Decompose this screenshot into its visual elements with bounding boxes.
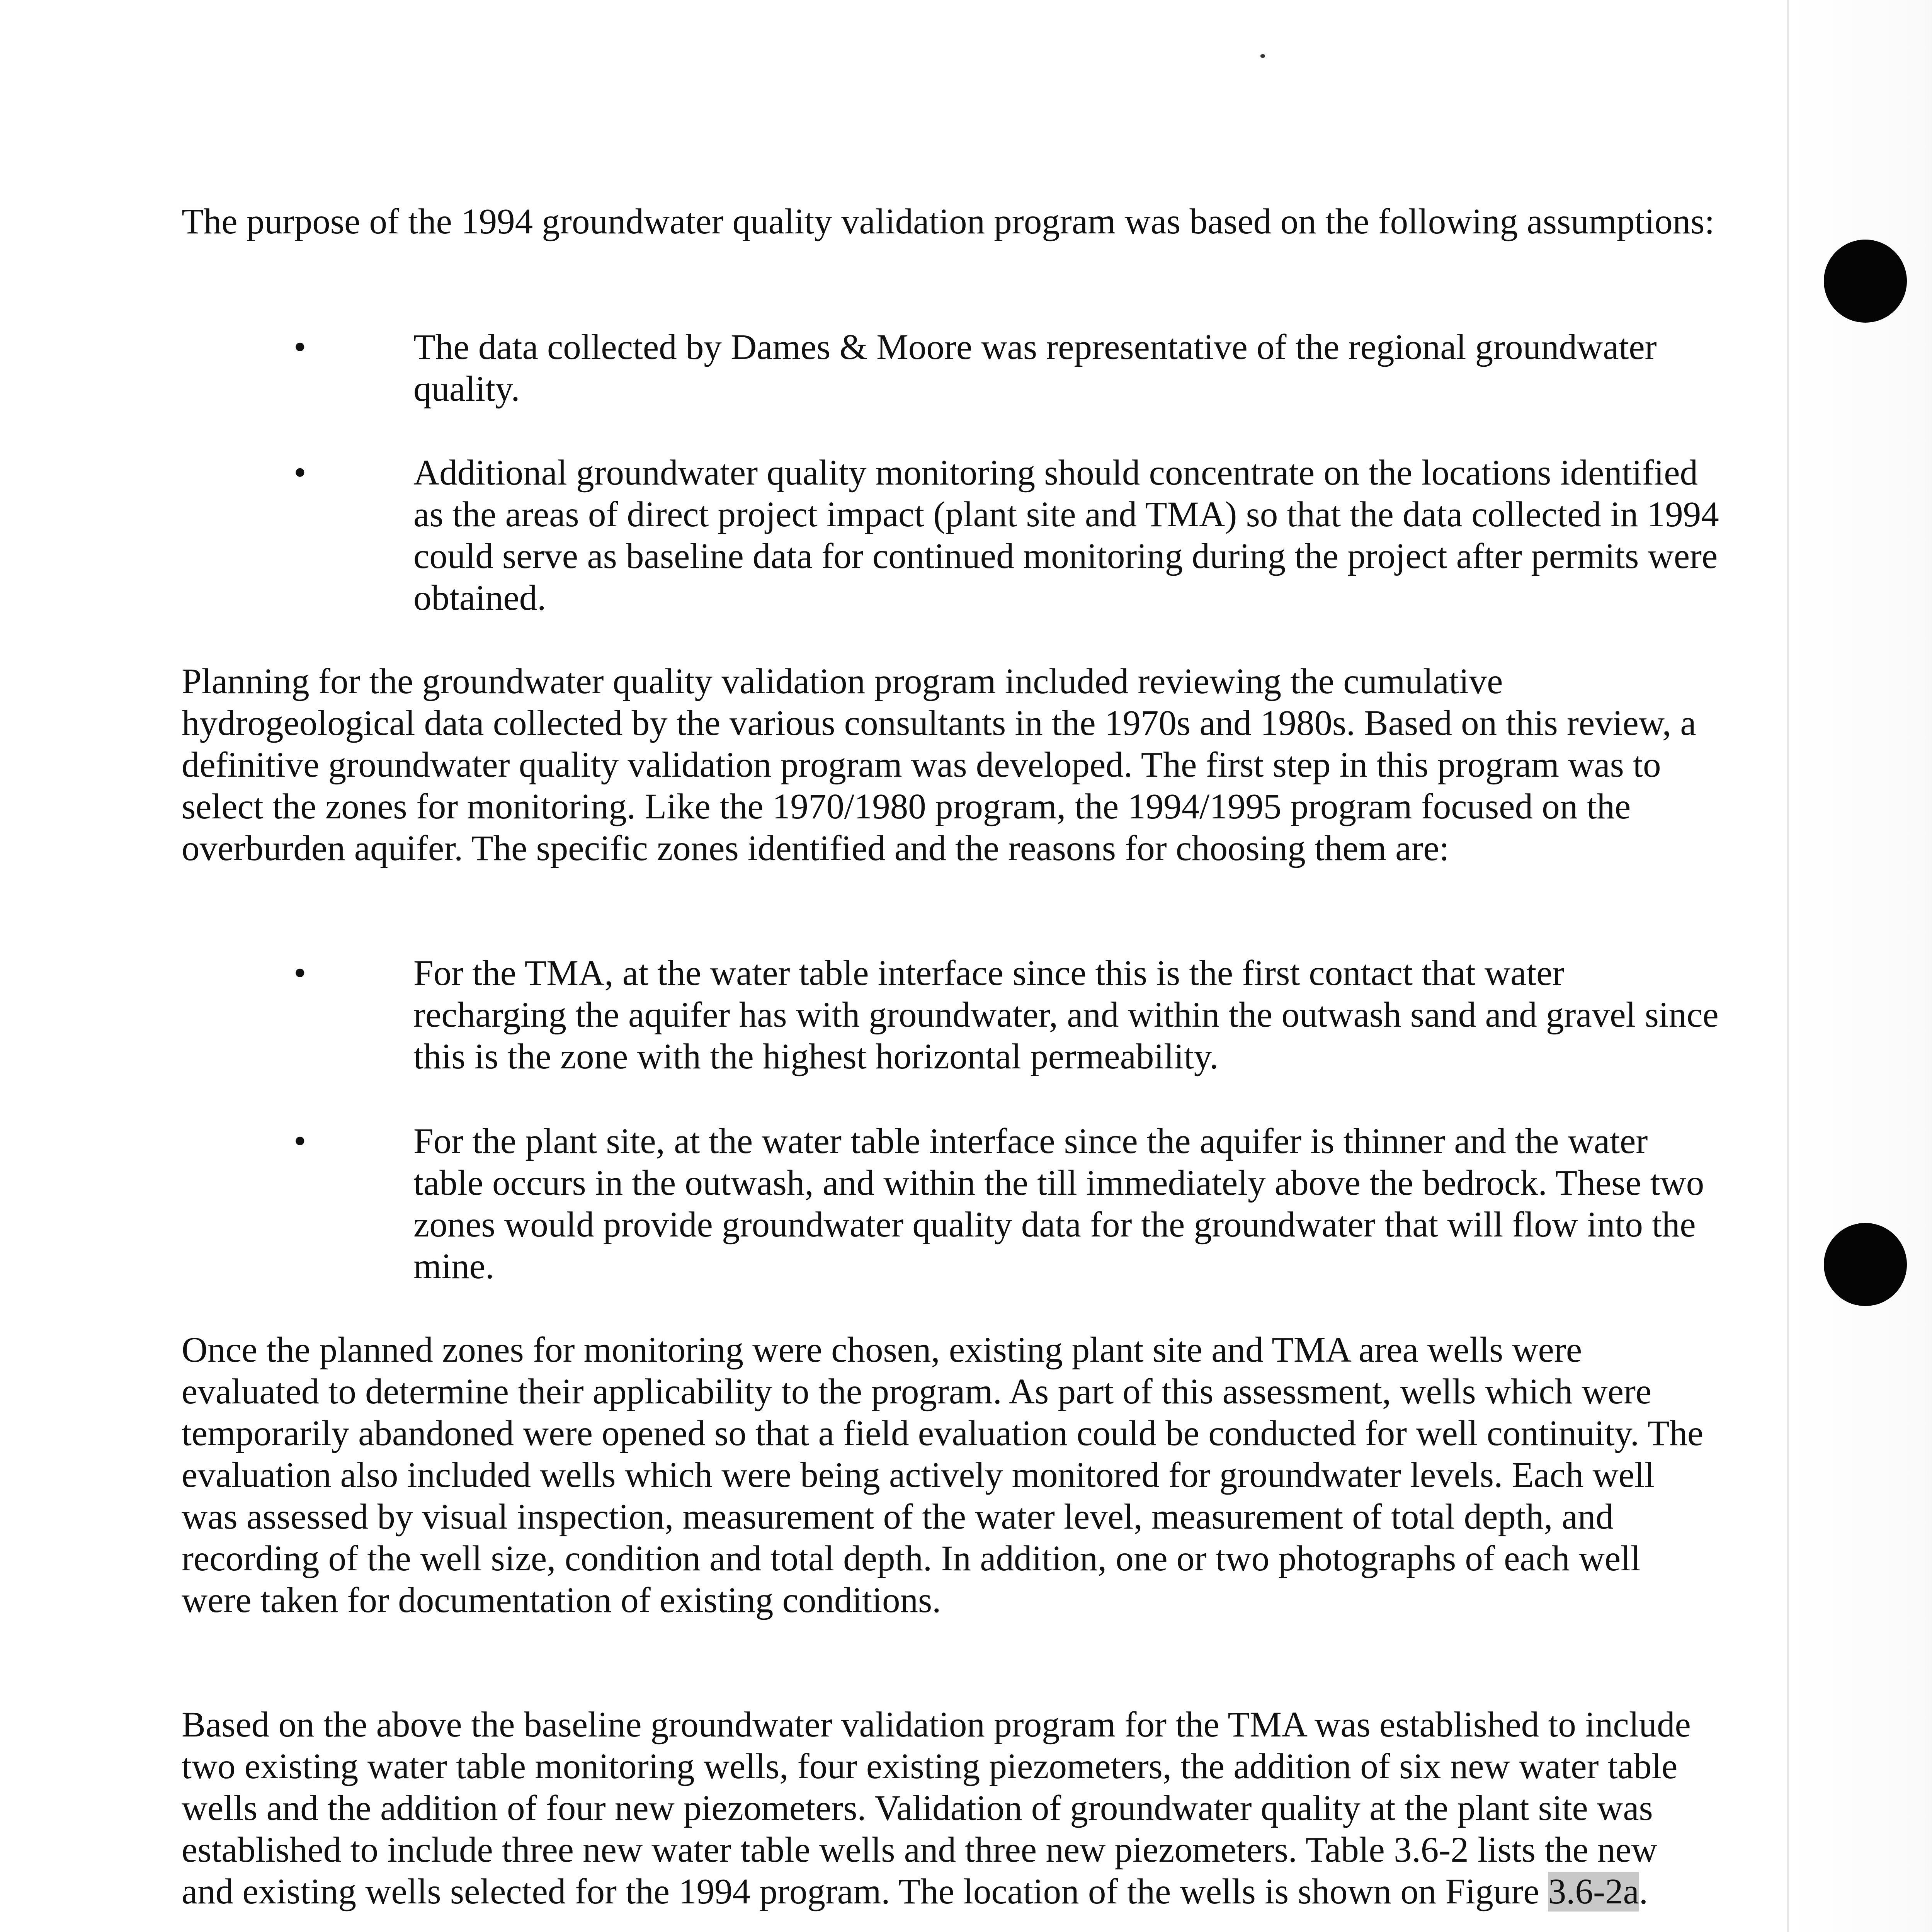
figure-reference: 3.6-2a [1548, 1872, 1639, 1912]
paragraph-planning: Planning for the groundwater quality validation program included reviewing the cumulative hydrogeological data collected by the various consultants in the 1970s and 1980s. Based on this review, a definitive groundwater quality validation program was developed. The first step in this program was to select the zones for monitoring. Like the 1970/1980 program, the 1994/1995 program focused on the overburden aquifer. The specific zones identified and the reasons for choosing them are: [182, 662, 1696, 868]
bullet-text: For the TMA, at the water table interface since this is the first contact that water recharging the aquifer has with groundwater, and within the outwash sand and gravel since this is the zone with the highest horizontal permeability. [413, 953, 1719, 1077]
baseline-program-end: . [1639, 1872, 1648, 1912]
scan-speck [1260, 54, 1265, 58]
bullet-symbol: • [294, 453, 306, 493]
bullet-symbol: • [294, 1121, 306, 1161]
bullet-text: For the plant site, at the water table interface since the aquifer is thinner and the water table occurs in the outwash, and within the till immediately above the bedrock. These two zones would provide groundwater quality data for the groundwater that will flow into the mine. [413, 1121, 1704, 1286]
punch-hole-middle [1824, 1223, 1907, 1306]
bullet-text: The data collected by Dames & Moore was representative of the regional groundwater quality. [413, 327, 1657, 409]
paragraph-purpose: The purpose of the 1994 groundwater quality validation program was based on the following assumptions: [182, 202, 1715, 242]
bullet-symbol: • [294, 327, 306, 367]
punch-hole-top [1824, 240, 1907, 323]
baseline-program-text: Based on the above the baseline groundwater validation program for the TMA was established to include two existing water table monitoring wells, four existing piezometers, the addition of six new water table wells and the addition of four new piezometers. Validation of groundwater quality at the plant site was established to include three new water table wells and three new piezometers. Table 3.6-2 lists the new and existing wells selected for the 1994 program. The location of the wells is shown on Figure [182, 1705, 1691, 1912]
bullet-symbol: • [294, 953, 306, 993]
bullet-text: Additional groundwater quality monitoring should concentrate on the locations identified as the areas of direct project impact (plant site and TMA) so that the data collected in 1994 could serve as baseline data for continued monitoring during the project after permits were obtained. [413, 453, 1719, 618]
paragraph-baseline-program [182, 1704, 1716, 1913]
paragraph-well-evaluation: Once the planned zones for monitoring were chosen, existing plant site and TMA area wells were evaluated to determine their applicability to the program. As part of this assessment, wells which were temporarily abandoned were opened so that a field evaluation could be conducted for well continuity. The evaluation also included wells which were being actively monitored for groundwater levels. Each well was assessed by visual inspection, measurement of the water level, measurement of total depth, and recording of the well size, condition and total depth. In addition, one or two photographs of each well were taken for documentation of existing conditions. [182, 1330, 1704, 1620]
